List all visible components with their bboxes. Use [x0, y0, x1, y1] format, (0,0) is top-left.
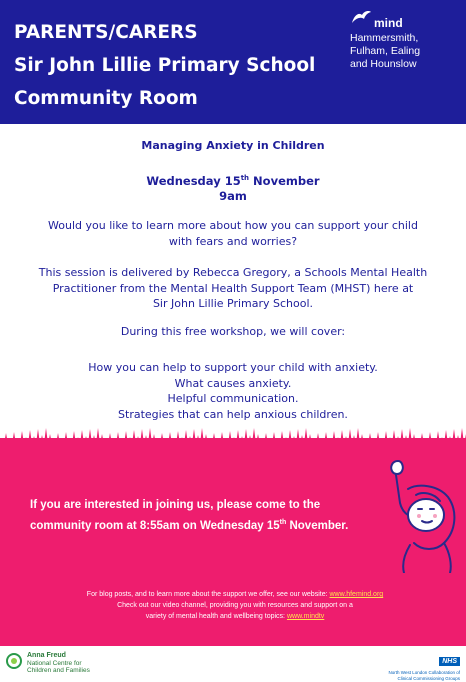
event-title: Managing Anxiety in Children: [141, 139, 325, 152]
logo-line-3: and Hounslow: [350, 58, 417, 70]
cta-sup: th: [279, 519, 287, 526]
title-line-1: PARENTS/CARERS: [14, 22, 198, 43]
call-to-action: [30, 497, 390, 535]
logo-line-2: Fulham, Ealing: [350, 45, 421, 57]
nhs-line-1: North West London Collaboration of: [388, 670, 460, 675]
date-sup: th: [240, 174, 250, 182]
topic-item: What causes anxiety.: [174, 376, 292, 390]
header-banner: [0, 0, 466, 124]
intro-line-1: Would you like to learn more about how you can support your child: [48, 219, 418, 232]
footer-note: [30, 589, 440, 622]
event-time: 9am: [219, 188, 247, 203]
anna-freud-logo: [5, 652, 90, 675]
mind-bird-icon: [350, 9, 372, 30]
note-line-1: For blog posts, and to learn more about the support we offer, see our website:: [86, 591, 330, 598]
nhs-line-2: Clinical Commissioning Groups: [397, 676, 460, 681]
description-paragraph: [10, 265, 456, 312]
title-line-2: Sir John Lillie Primary School: [14, 55, 316, 76]
topic-item: Helpful communication.: [167, 392, 299, 405]
footer-logos: [0, 646, 466, 679]
logo-line-1: Hammersmith,: [350, 32, 419, 44]
date-suffix: November: [249, 173, 320, 188]
note-line-2: Check out our video channel, providing you with resources and support on a: [117, 602, 353, 609]
nhs-badge: NHS: [439, 657, 460, 666]
cta-line-1: If you are interested in joining us, please come to the: [30, 499, 321, 511]
raised-fist-person-illustration: [378, 455, 462, 573]
topic-item: Strategies that can help anxious children.: [118, 407, 348, 421]
event-date: [0, 171, 466, 204]
intro-paragraph: [10, 218, 456, 249]
mind-logo-word: mind: [374, 16, 403, 30]
af-name: Anna Freud: [27, 652, 66, 660]
topic-item: How you can help to support your child with anxiety.: [88, 361, 378, 374]
date-prefix: Wednesday 15: [146, 173, 241, 188]
topics-list: [10, 360, 456, 422]
intro-line-2: with fears and worries?: [168, 234, 298, 248]
note-line-3: variety of mental health and wellbeing topics:: [145, 613, 287, 620]
desc-line-3: Sir John Lillie Primary School.: [152, 297, 314, 310]
desc-line-2: Practitioner from the Mental Health Support Team (MHST) here at: [52, 281, 414, 295]
title-line-3: Community Room: [14, 88, 198, 109]
video-channel-link[interactable]: www.mindtv: [286, 613, 325, 620]
cta-line-2-suffix: November.: [286, 519, 349, 532]
nhs-logo: [364, 650, 460, 682]
anna-freud-emblem-icon: [5, 652, 23, 675]
website-link[interactable]: www.hfemind.org: [329, 591, 384, 598]
desc-line-1: This session is delivered by Rebecca Gregory, a Schools Mental Health: [38, 266, 428, 279]
cover-intro: During this free workshop, we will cover:: [120, 325, 346, 338]
af-line-3: Children and Families: [27, 667, 90, 675]
cta-line-2: community room at 8:55am on Wednesday 15: [30, 519, 280, 532]
page-title: [14, 16, 344, 115]
af-line-2: National Centre for: [27, 659, 82, 667]
mind-logo: [350, 9, 462, 71]
